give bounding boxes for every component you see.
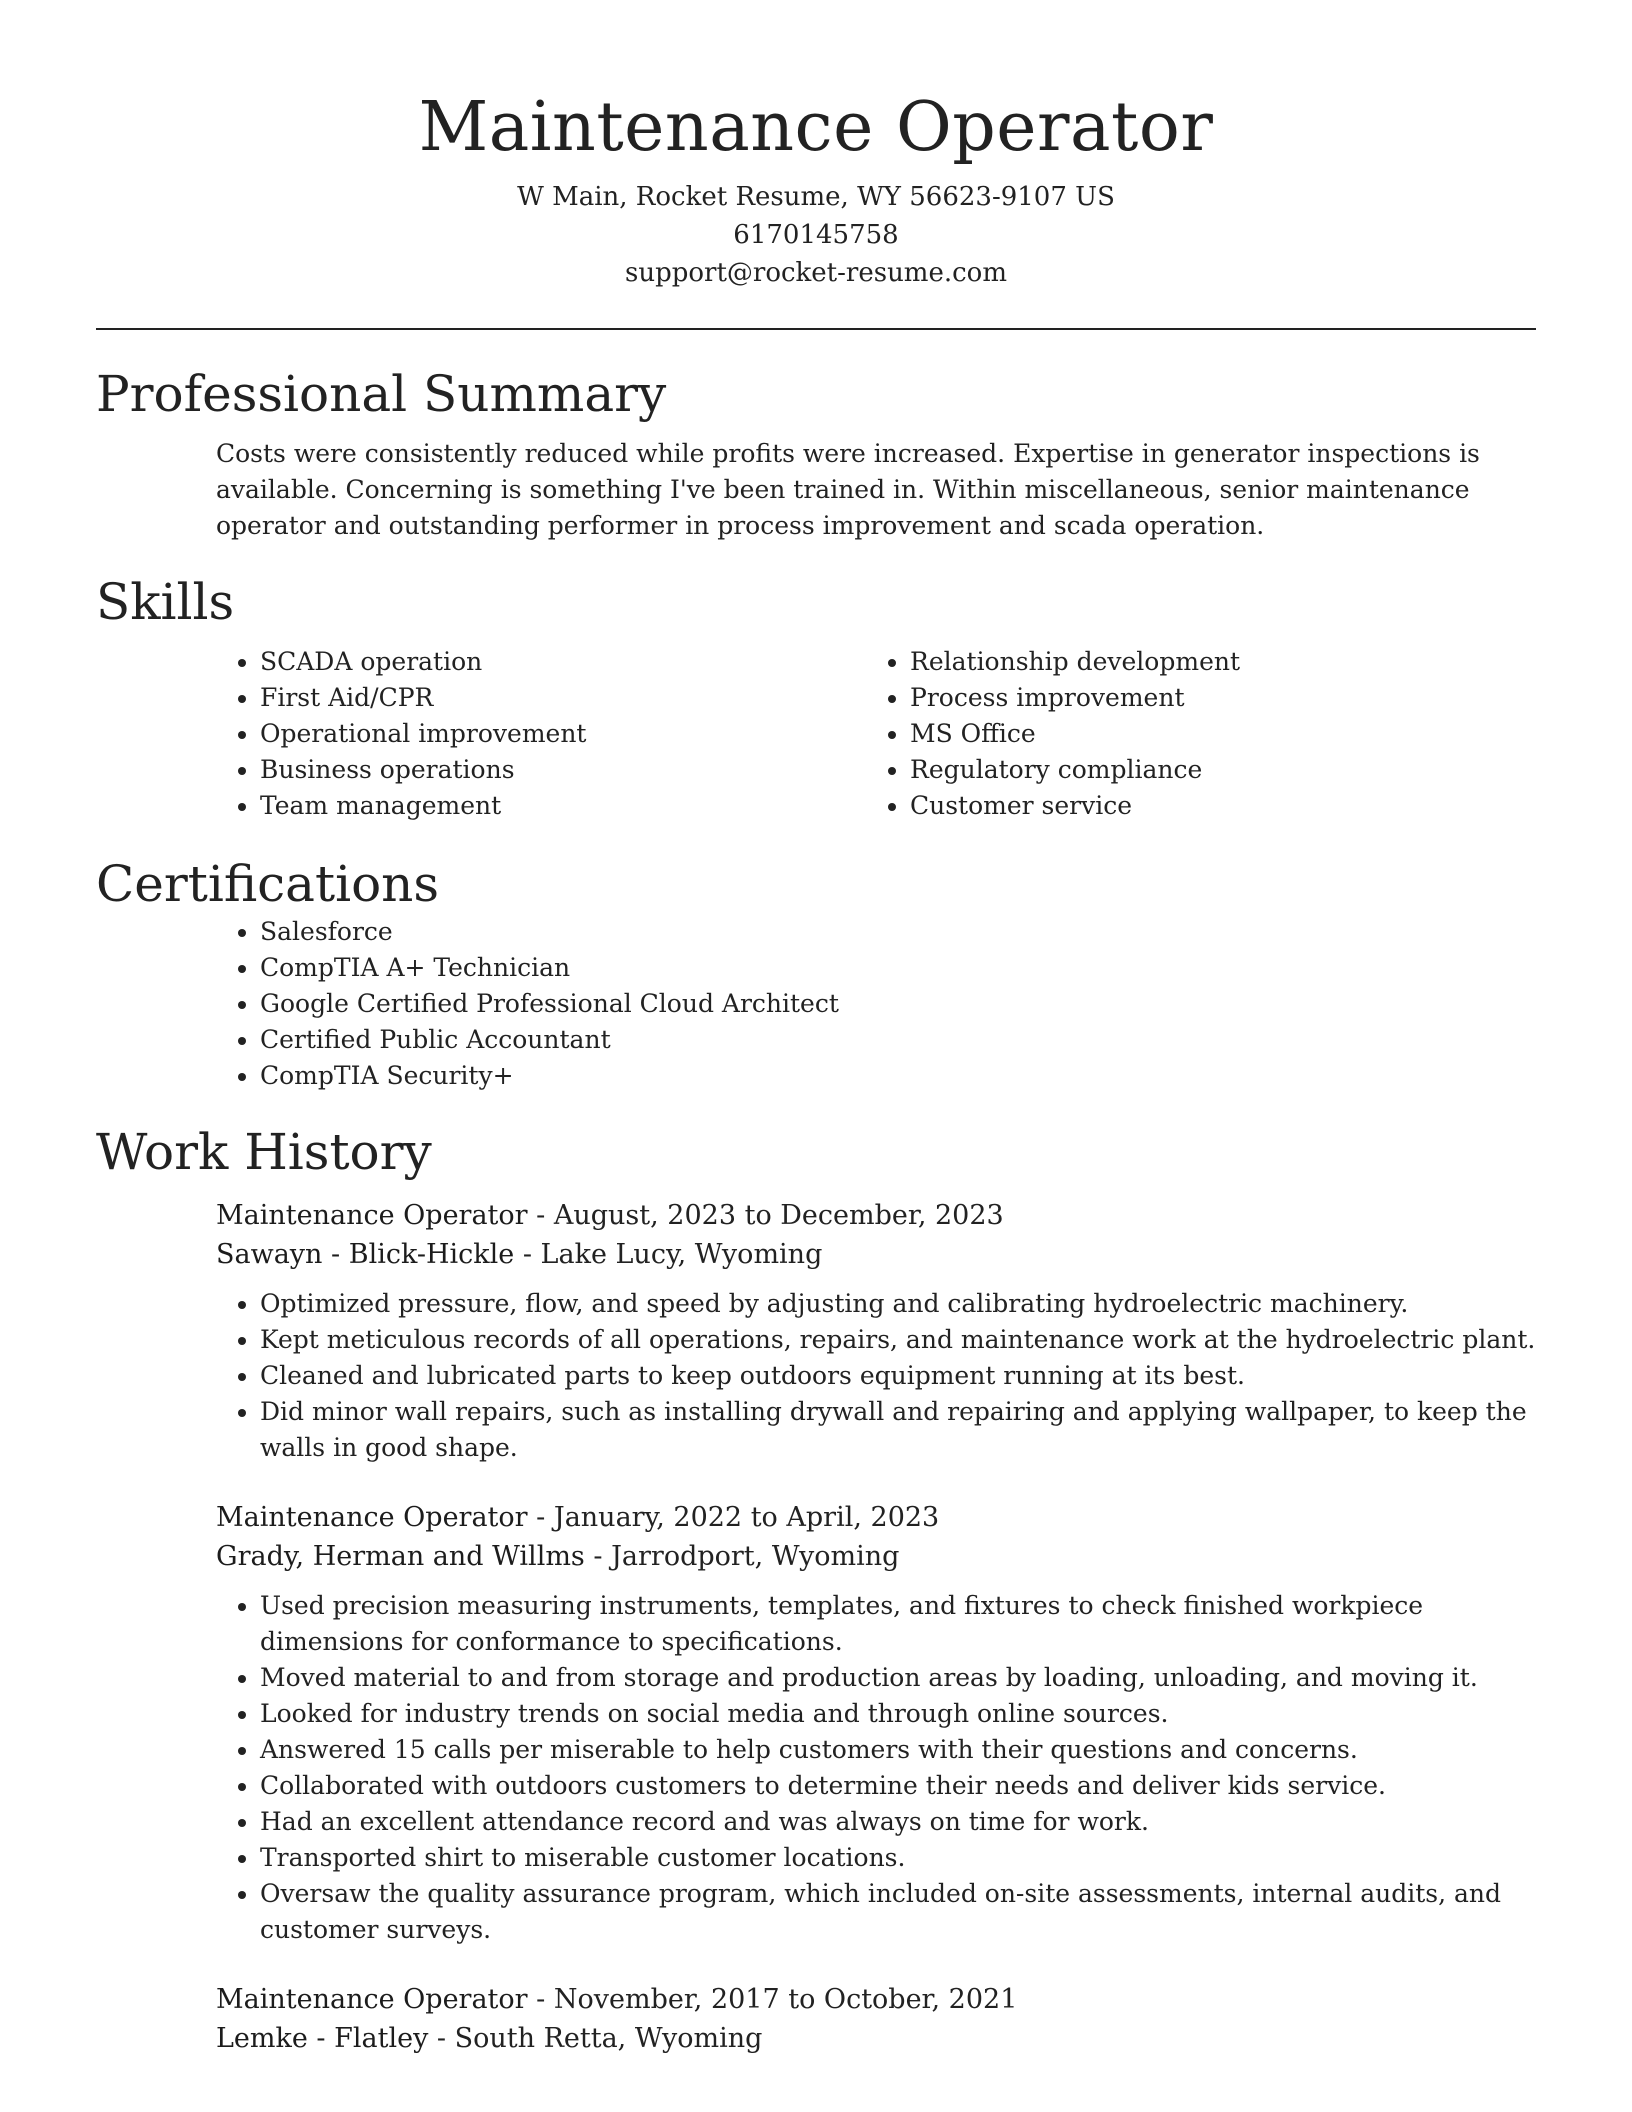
contact-address: W Main, Rocket Resume, WY 56623-9107 US — [517, 182, 1115, 212]
summary-heading: Professional Summary — [96, 365, 667, 423]
skill-item: • Process improvement — [910, 680, 1240, 716]
skills-heading: Skills — [96, 573, 235, 631]
job-entry — [216, 1196, 1536, 1466]
job-bullet: • Transported shirt to miserable customer locations. — [260, 1840, 1536, 1876]
job-title: Maintenance Operator — [216, 1200, 528, 1231]
work-history-heading: Work History — [96, 1123, 432, 1181]
skills-list-right — [746, 644, 1240, 824]
job-company-line — [216, 2020, 1536, 2058]
skill-item: • Team management — [260, 788, 746, 824]
job-company: Sawayn - Blick-Hickle — [216, 1239, 515, 1270]
skill-item: • Operational improvement — [260, 716, 746, 752]
job-bullets — [216, 1588, 1536, 1948]
job-bullet: • Optimized pressure, flow, and speed by adjusting and calibrating hydroelectric machinery. — [260, 1286, 1536, 1322]
job-dates: - November, 2017 to October, 2021 — [527, 1984, 1018, 2015]
job-company-line — [216, 1236, 1536, 1274]
job-dates: - January, 2022 to April, 2023 — [527, 1502, 940, 1533]
contact-email: support@rocket-resume.com — [624, 258, 1007, 288]
skill-item: • First Aid/CPR — [260, 680, 746, 716]
job-entry — [216, 1498, 1536, 1948]
job-location: - South Retta, Wyoming — [428, 2023, 763, 2054]
skills-section — [96, 572, 1536, 824]
certifications-section — [96, 854, 1536, 1094]
job-location: - Lake Lucy, Wyoming — [514, 1239, 823, 1270]
job-bullet: • Answered 15 calls per miserable to help customers with their questions and concerns. — [260, 1732, 1536, 1768]
skills-columns — [96, 644, 1536, 824]
certification-item: • CompTIA Security+ — [260, 1058, 1536, 1094]
certification-item: • Salesforce — [260, 914, 1536, 950]
job-company-line — [216, 1538, 1536, 1576]
job-bullet: • Oversaw the quality assurance program, which included on-site assessments, internal audits, and customer surveys. — [260, 1876, 1536, 1948]
job-title: Maintenance Operator — [216, 1502, 528, 1533]
job-bullets — [216, 1286, 1536, 1466]
certification-item: • Certified Public Accountant — [260, 1022, 1536, 1058]
contact-phone: 6170145758 — [733, 220, 899, 250]
job-title: Maintenance Operator — [216, 1984, 528, 2015]
job-bullet: • Used precision measuring instruments, templates, and fixtures to check finished workpiece dimensions for conformance to specifications. — [260, 1588, 1536, 1660]
job-title-line — [216, 1980, 1536, 2020]
job-bullet: • Kept meticulous records of all operations, repairs, and maintenance work at the hydroelectric plant. — [260, 1322, 1536, 1358]
job-location: - Jarrodport, Wyoming — [584, 1541, 900, 1572]
header-divider — [96, 328, 1536, 330]
skill-item: • Customer service — [910, 788, 1240, 824]
skill-item: • Relationship development — [910, 644, 1240, 680]
resume-name: Maintenance Operator — [418, 88, 1214, 167]
certification-item: • CompTIA A+ Technician — [260, 950, 1536, 986]
job-bullet: • Cleaned and lubricated parts to keep outdoors equipment running at its best. — [260, 1358, 1536, 1394]
job-title-line — [216, 1498, 1536, 1538]
skill-item: • SCADA operation — [260, 644, 746, 680]
skills-list-left — [96, 644, 746, 824]
certifications-list — [96, 914, 1536, 1094]
job-bullet: • Collaborated with outdoors customers to determine their needs and deliver kids service. — [260, 1768, 1536, 1804]
job-title-line — [216, 1196, 1536, 1236]
skill-item: • Regulatory compliance — [910, 752, 1240, 788]
job-bullet: • Looked for industry trends on social media and through online sources. — [260, 1696, 1536, 1732]
work-history-section — [96, 1122, 1536, 2058]
job-bullet: • Did minor wall repairs, such as installing drywall and repairing and applying wallpaper, to keep the walls in good shape. — [260, 1394, 1536, 1466]
job-bullet: • Had an excellent attendance record and was always on time for work. — [260, 1804, 1536, 1840]
job-entry — [216, 1980, 1536, 2058]
job-dates: - August, 2023 to December, 2023 — [527, 1200, 1004, 1231]
summary-text: Costs were consistently reduced while profits were increased. Expertise in generator inspections is available. Concerning is something I've been trained in. Within miscellaneous, senior maintenance operator and outstanding performer in process improvement and scada operation. — [216, 439, 1480, 540]
job-company: Grady, Herman and Willms — [216, 1541, 585, 1572]
resume-page — [96, 0, 1536, 2058]
contact-block — [96, 178, 1536, 292]
skill-item: • MS Office — [910, 716, 1240, 752]
skill-item: • Business operations — [260, 752, 746, 788]
job-bullet: • Moved material to and from storage and production areas by loading, unloading, and moving it. — [260, 1660, 1536, 1696]
certifications-heading: Certifications — [96, 855, 440, 913]
job-company: Lemke - Flatley — [216, 2023, 429, 2054]
summary-section — [96, 364, 1536, 544]
certification-item: • Google Certified Professional Cloud Architect — [260, 986, 1536, 1022]
